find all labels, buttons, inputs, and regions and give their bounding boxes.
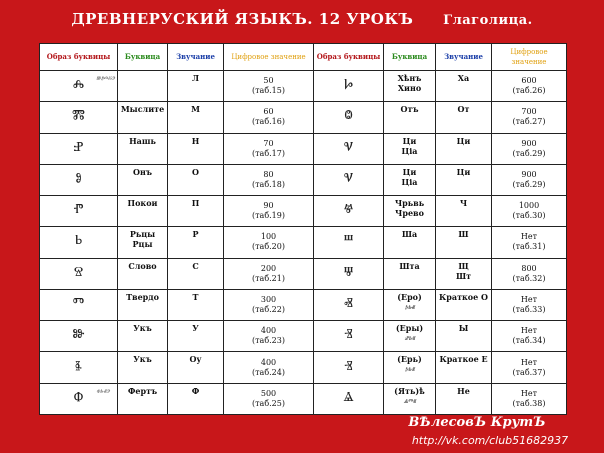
numeric-value: 60	[263, 107, 274, 117]
glagolitic-letter-icon: ⱎ	[343, 231, 354, 253]
handwritten-word: ⱀⱃⱐ	[404, 334, 415, 344]
header-glyph-right: Образ буквицы	[314, 44, 384, 71]
table-reference: (таб.24)	[252, 367, 285, 377]
page-title	[0, 10, 604, 36]
number-cell	[224, 102, 314, 133]
table-row	[40, 352, 567, 383]
letter-name: (Еры)	[395, 323, 424, 334]
table-reference: (таб.22)	[252, 304, 285, 314]
sound-value: Не	[457, 385, 470, 396]
table-reference: (таб.31)	[512, 242, 546, 252]
numeric-value: Нет	[520, 232, 538, 242]
alphabet-table	[39, 43, 567, 415]
glagolitic-letter-icon: ⱌ	[343, 137, 354, 159]
table-reference: (таб.29)	[512, 148, 546, 158]
glyph-cell	[40, 196, 118, 227]
table-reference: (таб.17)	[252, 148, 285, 158]
letter-name-cell	[118, 71, 168, 102]
handwritten-word: ⰽⱃⱐ	[404, 365, 415, 375]
glagolitic-letter-icon: ⱏ	[344, 293, 353, 315]
letter-name: Чрьвь	[394, 198, 425, 209]
letter-name-cell	[118, 102, 168, 133]
glyph-cell	[314, 352, 384, 383]
sound-cell	[436, 289, 492, 320]
table-reference: (таб.21)	[252, 273, 285, 283]
letter-name-cell	[118, 258, 168, 289]
letter-name-alt: Рцы	[132, 239, 153, 250]
letter-name: Покои	[127, 198, 158, 209]
numeric-value: 900	[521, 169, 537, 179]
lesson-subtitle: Глаголица.	[443, 13, 533, 28]
glagolitic-letter-icon: ⱛ	[75, 356, 82, 378]
table-reference: (таб.29)	[512, 179, 546, 189]
letter-name-cell	[118, 321, 168, 352]
table-reference: (таб.37)	[512, 367, 546, 377]
table-row	[40, 227, 567, 258]
table-reference: (таб.32)	[512, 273, 546, 283]
number-cell	[492, 352, 567, 383]
table-reference: (таб.26)	[512, 86, 546, 96]
table-reference: (таб.18)	[252, 179, 285, 189]
header-sound-left: Звучание	[168, 44, 224, 71]
letter-name: Твердо	[126, 291, 159, 302]
letter-name: Хѣнъ	[397, 73, 422, 83]
letter-name: (Еро)	[397, 291, 422, 302]
number-cell	[492, 289, 567, 320]
sound-cell	[436, 164, 492, 195]
number-cell	[492, 227, 567, 258]
letter-name-cell	[384, 383, 436, 414]
glyph-cell	[40, 71, 118, 102]
letter-name-cell	[384, 196, 436, 227]
letter-name-cell	[384, 227, 436, 258]
numeric-value: 500	[260, 388, 277, 398]
number-cell	[224, 258, 314, 289]
sound-cell	[168, 102, 224, 133]
sound-cell	[168, 164, 224, 195]
numeric-value: 800	[521, 263, 537, 273]
glagolitic-letter-icon: ⱃ	[74, 231, 83, 253]
handwritten-word: ⰽⱃⱏ	[404, 302, 415, 312]
header-sound-right: Звучание	[436, 44, 492, 71]
letter-name-cell	[118, 383, 168, 414]
glyph-cell	[314, 383, 384, 414]
numeric-value: 1000	[518, 201, 540, 211]
numeric-value: 90	[263, 201, 274, 211]
header-number-right: Цифровое значение	[492, 44, 567, 71]
sound-value: Л	[191, 73, 200, 83]
sound-value: Краткое Е	[439, 354, 488, 365]
table-row	[40, 196, 567, 227]
letter-name-cell	[118, 352, 168, 383]
sound-cell	[168, 71, 224, 102]
header-name-right: Буквица	[384, 44, 436, 71]
letter-name-cell	[118, 196, 168, 227]
letter-name: Ци	[402, 135, 417, 146]
handwritten-word: ⱑⱅⱐ	[403, 396, 416, 406]
table-row	[40, 71, 567, 102]
number-cell	[224, 196, 314, 227]
sound-cell	[436, 71, 492, 102]
table-row	[40, 258, 567, 289]
table-reference: (таб.19)	[252, 211, 285, 221]
glagolitic-letter-icon: ⱍ	[343, 200, 354, 222]
sound-value: Краткое О	[439, 291, 488, 302]
sound-value: П	[191, 198, 200, 209]
handwritten-word: ⱆⱁⰴⰻⰵ	[96, 75, 115, 83]
sound-cell	[436, 258, 492, 289]
table-row	[40, 133, 567, 164]
glagolitic-letter-icon: ⱌ	[343, 168, 354, 190]
sound-cell	[436, 196, 492, 227]
number-cell	[492, 71, 567, 102]
sound-cell	[436, 383, 492, 414]
table-reference: (таб.23)	[252, 336, 285, 346]
letter-name: Рьцы	[129, 229, 156, 240]
sound-cell	[168, 383, 224, 414]
glagolitic-letter-icon: ⱐ	[344, 356, 353, 378]
number-cell	[492, 383, 567, 414]
number-cell	[492, 164, 567, 195]
sound-value: Ч	[459, 198, 468, 209]
number-cell	[224, 71, 314, 102]
letter-name-cell	[384, 258, 436, 289]
sound-value-alt: Шт	[455, 270, 472, 281]
glagolitic-letter-icon: ⱅ	[72, 293, 85, 315]
letter-name-alt: Чрево	[395, 208, 424, 219]
sound-cell	[436, 133, 492, 164]
author-signature: ВѢлесовЪ КрутЪ	[408, 415, 546, 430]
glyph-cell	[40, 321, 118, 352]
glyph-cell	[314, 258, 384, 289]
glyph-cell	[314, 102, 384, 133]
letter-name-cell	[384, 71, 436, 102]
letter-name-alt: Ціа	[401, 145, 418, 156]
letter-name-cell	[384, 321, 436, 352]
sound-cell	[168, 258, 224, 289]
sound-value: Т	[192, 291, 199, 302]
letter-name-cell	[118, 227, 168, 258]
glagolitic-letter-icon: ⱈ	[343, 75, 354, 97]
glagolitic-letter-icon: ⱑ	[343, 387, 354, 409]
letter-name-cell	[384, 352, 436, 383]
glyph-cell	[314, 321, 384, 352]
glagolitic-letter-icon: ⱇ	[73, 387, 84, 409]
sound-cell	[436, 352, 492, 383]
glyph-cell	[40, 289, 118, 320]
number-cell	[492, 258, 567, 289]
sound-value: Ы	[458, 323, 469, 334]
number-cell	[492, 321, 567, 352]
numeric-value: 300	[260, 294, 277, 304]
letter-name-cell	[384, 102, 436, 133]
numeric-value: 700	[521, 107, 537, 117]
letter-name: Слово	[128, 260, 157, 271]
glagolitic-letter-icon: ⱋ	[343, 262, 354, 284]
letter-name-cell	[118, 133, 168, 164]
sound-cell	[168, 352, 224, 383]
table-reference: (таб.38)	[512, 398, 546, 408]
numeric-value: Нет	[520, 294, 538, 304]
letter-name-cell	[384, 133, 436, 164]
numeric-value: 50	[263, 76, 274, 86]
number-cell	[492, 102, 567, 133]
glagolitic-letter-icon: ⱁ	[75, 168, 82, 190]
alphabet-table-frame	[39, 43, 566, 415]
glyph-cell	[40, 102, 118, 133]
glyph-cell	[40, 133, 118, 164]
glagolitic-letter-icon: ⱉ	[344, 106, 353, 128]
sound-cell	[168, 227, 224, 258]
numeric-value: 400	[260, 357, 277, 367]
table-row	[40, 164, 567, 195]
letter-name: Ци	[402, 166, 417, 177]
numeric-value: 400	[260, 326, 277, 336]
table-reference: (таб.25)	[252, 398, 285, 408]
sound-value: Ф	[191, 385, 200, 396]
glyph-cell	[40, 352, 118, 383]
letter-name-alt: Ціа	[401, 176, 418, 187]
glyph-cell	[314, 164, 384, 195]
glyph-cell	[314, 227, 384, 258]
numeric-value: Нет	[520, 357, 538, 367]
letter-name: Укъ	[133, 354, 152, 365]
letter-name: Отъ	[400, 104, 419, 115]
letter-name-cell	[384, 289, 436, 320]
number-cell	[224, 133, 314, 164]
table-row	[40, 383, 567, 414]
sound-value: Ш	[458, 229, 469, 240]
number-cell	[224, 383, 314, 414]
sound-value: Р	[192, 229, 199, 240]
table-reference: (таб.27)	[512, 117, 546, 127]
letter-name: (Ять)ѣ	[394, 385, 425, 396]
number-cell	[492, 196, 567, 227]
sound-value: Оу	[189, 354, 202, 365]
numeric-value: 70	[263, 138, 274, 148]
letter-name-cell	[118, 164, 168, 195]
numeric-value: 200	[260, 263, 277, 273]
header-row	[40, 44, 567, 71]
letter-name-alt: Хино	[397, 83, 422, 93]
sound-value: Щ	[458, 260, 469, 271]
table-row	[40, 321, 567, 352]
letter-name: (Ерь)	[397, 354, 422, 365]
sound-cell	[168, 321, 224, 352]
lesson-title: ДРЕВНЕРУСКИЙ ЯЗЫКЪ. 12 УРОКЪ	[71, 10, 414, 28]
numeric-value: Нет	[520, 326, 538, 336]
glagolitic-letter-icon: ⰾ	[72, 75, 85, 97]
glyph-cell	[40, 164, 118, 195]
header-glyph-left: Образ буквицы	[40, 44, 118, 71]
sound-value: О	[192, 166, 199, 177]
glyph-cell	[314, 133, 384, 164]
letter-name: Шта	[399, 260, 420, 271]
header-number-left: Цифровое значение	[224, 44, 314, 71]
table-reference: (таб.30)	[512, 211, 546, 221]
handwritten-word: ⱇⱃⱏⰵ	[96, 387, 110, 396]
sound-cell	[436, 321, 492, 352]
number-cell	[224, 227, 314, 258]
table-reference: (таб.15)	[252, 86, 285, 96]
sound-value: Ци	[456, 135, 471, 146]
glyph-cell	[314, 71, 384, 102]
number-cell	[224, 352, 314, 383]
sound-cell	[168, 133, 224, 164]
sound-cell	[436, 102, 492, 133]
table-reference: (таб.16)	[252, 117, 285, 127]
letter-name-cell	[118, 289, 168, 320]
glagolitic-letter-icon: ⱄ	[73, 262, 84, 284]
glagolitic-letter-icon: ⰿ	[72, 106, 85, 128]
table-row	[40, 102, 567, 133]
letter-name: Нашь	[129, 135, 156, 146]
numeric-value: 80	[263, 169, 274, 179]
table-row	[40, 289, 567, 320]
glyph-cell	[314, 289, 384, 320]
table-reference: (таб.20)	[252, 242, 285, 252]
sound-cell	[168, 196, 224, 227]
numeric-value: 900	[521, 138, 537, 148]
numeric-value: 100	[260, 232, 277, 242]
glyph-cell	[40, 258, 118, 289]
glyph-cell	[314, 196, 384, 227]
letter-name-cell	[384, 164, 436, 195]
glagolitic-letter-icon: ⱆ	[72, 325, 85, 347]
glagolitic-letter-icon: ⱐ	[344, 325, 353, 347]
letter-name: Онъ	[133, 166, 152, 177]
table-reference: (таб.33)	[512, 304, 546, 314]
letter-name: Укъ	[133, 323, 152, 334]
number-cell	[492, 133, 567, 164]
header-name-left: Буквица	[118, 44, 168, 71]
sound-value: Ци	[456, 166, 471, 177]
sound-value: М	[191, 104, 200, 115]
sound-value: Ха	[457, 73, 470, 83]
glagolitic-letter-icon: ⱀ	[73, 137, 84, 159]
sound-value: С	[192, 260, 199, 271]
numeric-value: 600	[521, 76, 537, 86]
number-cell	[224, 164, 314, 195]
sound-value: У	[192, 323, 199, 334]
glyph-cell	[40, 383, 118, 414]
sound-cell	[168, 289, 224, 320]
letter-name: Фертъ	[127, 385, 158, 396]
letter-name: Мыслите	[120, 104, 165, 115]
letter-name: Ша	[401, 229, 418, 240]
number-cell	[224, 321, 314, 352]
glagolitic-letter-icon: ⱂ	[73, 200, 84, 222]
group-link[interactable]: http://vk.com/club51682937	[411, 434, 569, 447]
numeric-value: Нет	[520, 388, 538, 398]
sound-value: Н	[191, 135, 200, 146]
sound-value: От	[457, 104, 470, 115]
glyph-cell	[40, 227, 118, 258]
number-cell	[224, 289, 314, 320]
sound-cell	[436, 227, 492, 258]
table-reference: (таб.34)	[512, 336, 546, 346]
